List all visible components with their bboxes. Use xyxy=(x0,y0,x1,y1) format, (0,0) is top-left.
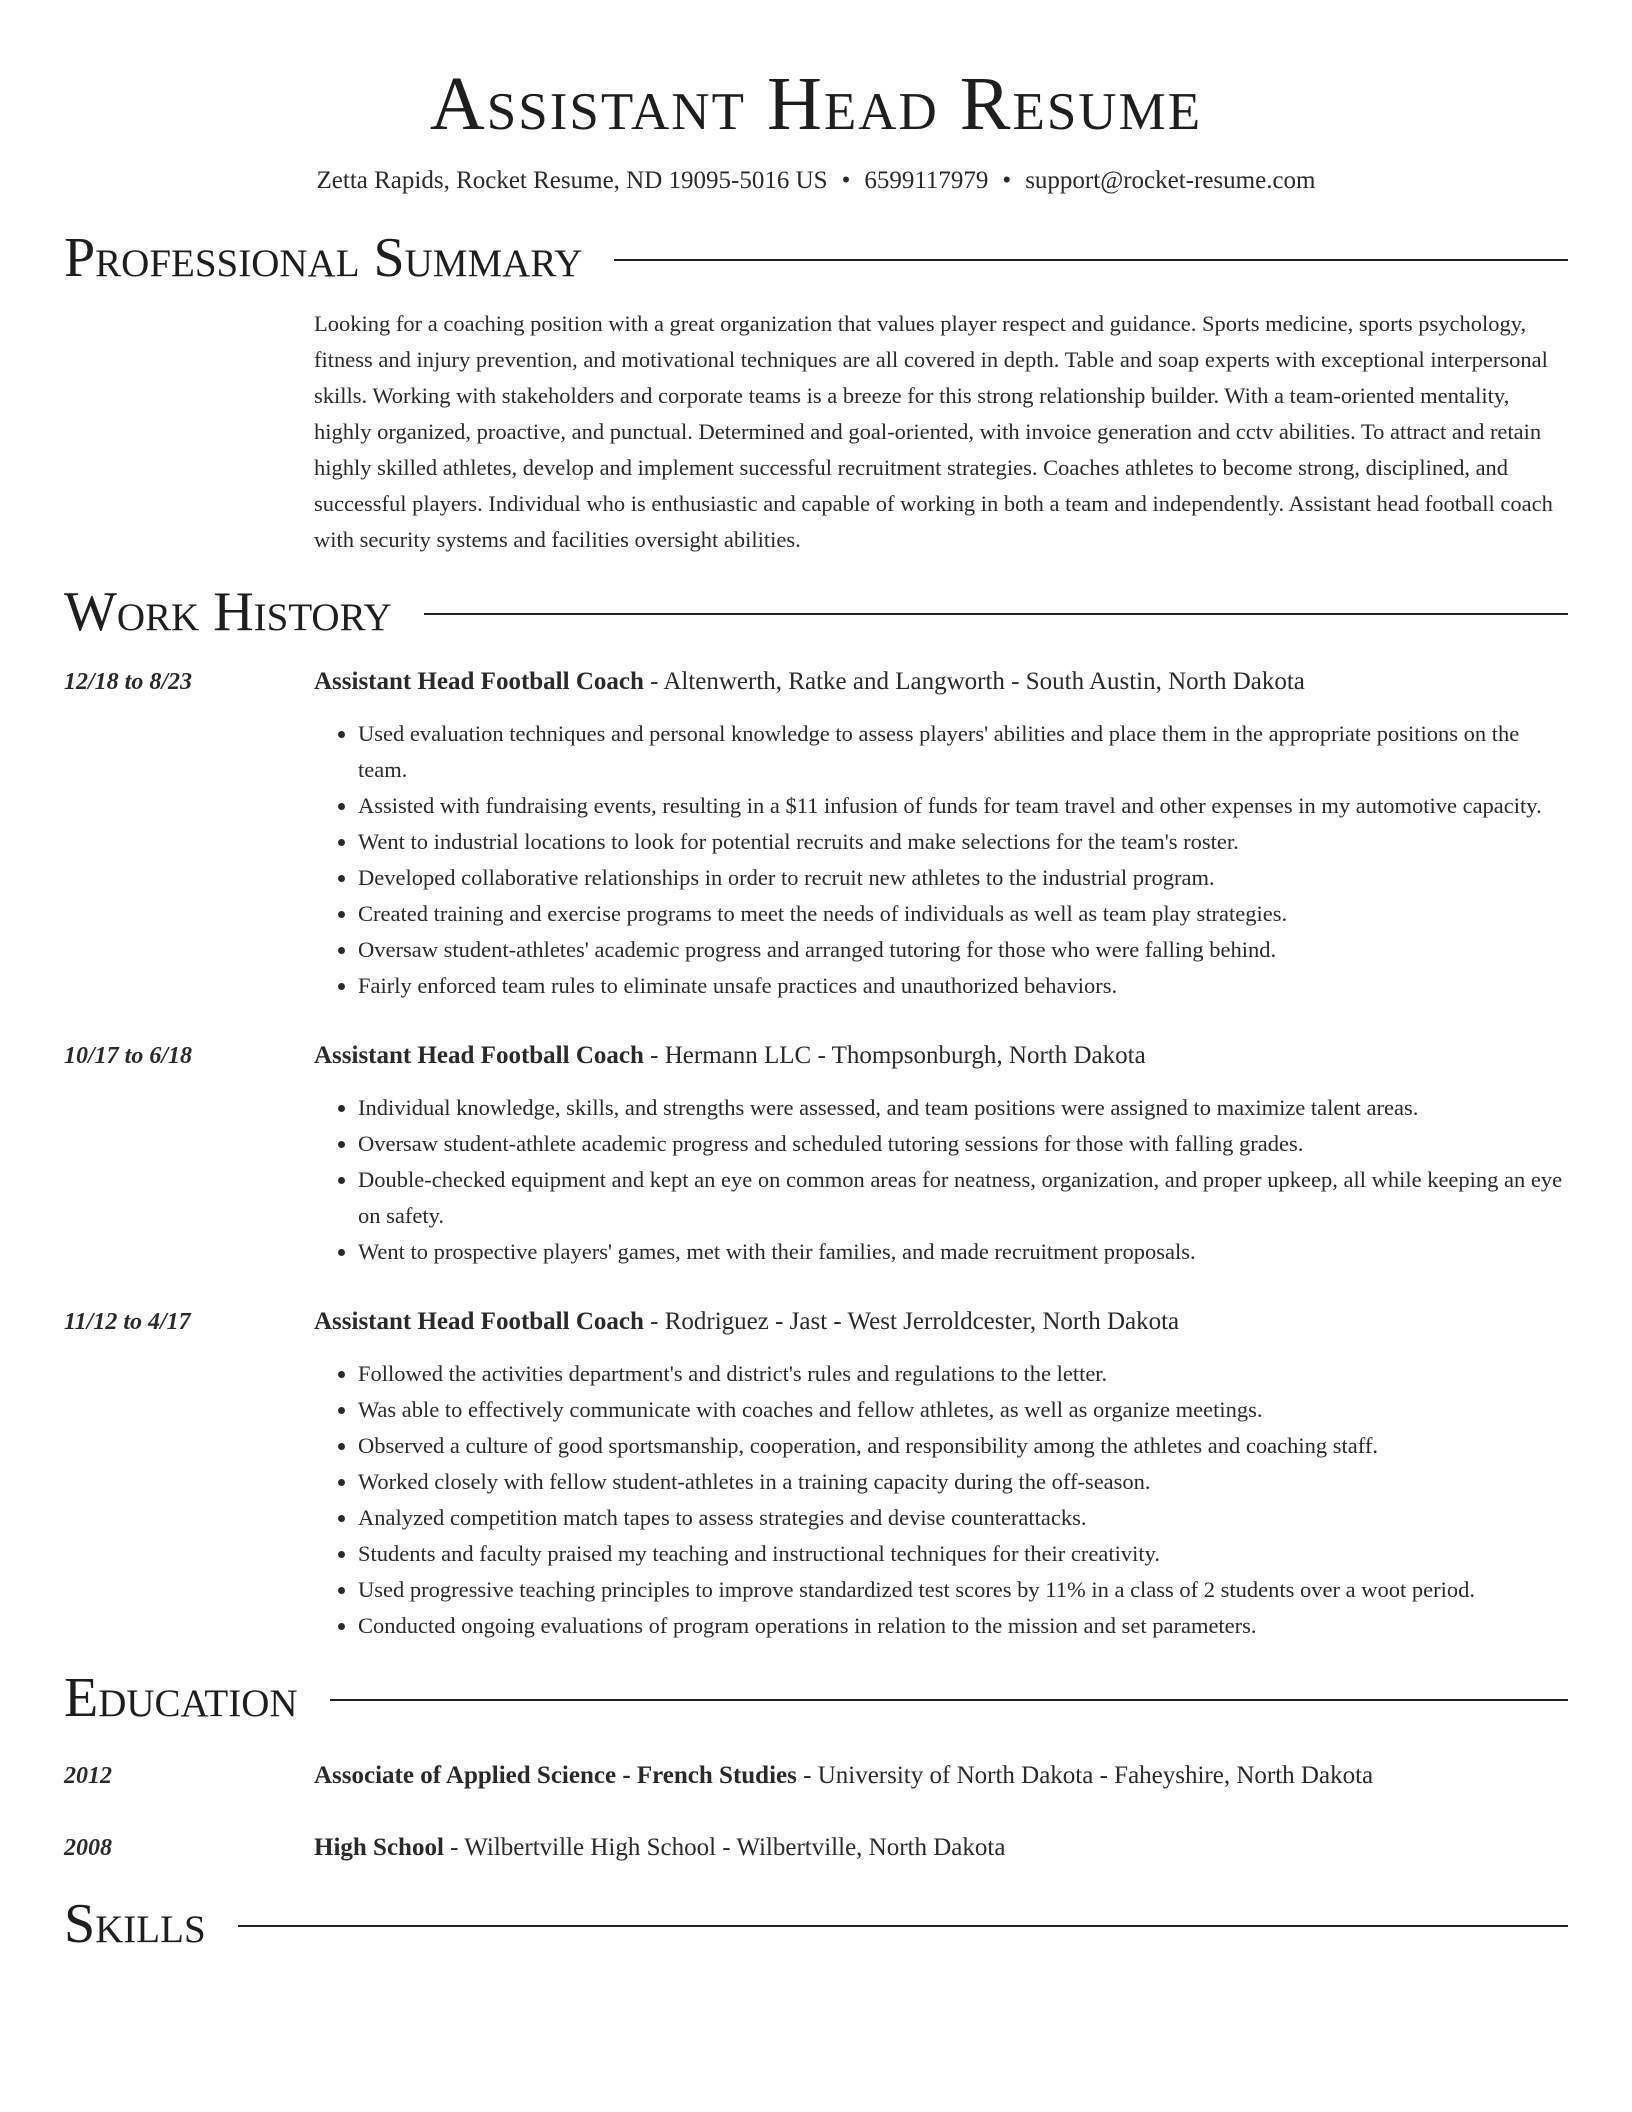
job-dates: 11/12 to 4/17 xyxy=(64,1309,191,1335)
job-entry xyxy=(64,1304,1568,1644)
job-bullet: • Assisted with fundraising events, resulting in a $11 infusion of funds for team travel and other expenses in my automotive capacity. xyxy=(358,788,1568,824)
education-details: - University of North Dakota - Faheyshire, North Dakota xyxy=(796,1762,1374,1789)
resume-page xyxy=(64,0,1568,1962)
job-dates: 10/17 to 6/18 xyxy=(64,1043,193,1069)
summary-section-header xyxy=(64,220,1568,296)
job-bullet: • Fairly enforced team rules to eliminate unsafe practices and unauthorized behaviors. xyxy=(358,968,1568,1004)
section-divider xyxy=(238,1925,1568,1927)
job-bullet: • Went to industrial locations to look for potential recruits and make selections for the team's roster. xyxy=(358,824,1568,860)
contact-address: Zetta Rapids, Rocket Resume, ND 19095-5016 US xyxy=(316,167,828,194)
section-title-education: Education xyxy=(64,1667,298,1729)
job-details: - Rodriguez - Jast - West Jerroldcester, North Dakota xyxy=(643,1308,1180,1335)
job-entry xyxy=(64,664,1568,1004)
contact-separator: • xyxy=(1002,167,1012,194)
skills-section-header xyxy=(64,1886,1568,1962)
job-heading xyxy=(314,1038,1568,1074)
job-bullet: • Worked closely with fellow student-athletes in a training capacity during the off-season. xyxy=(358,1464,1568,1500)
job-role: Assistant Head Football Coach xyxy=(314,1042,644,1069)
education-section-header xyxy=(64,1660,1568,1736)
job-bullet: • Double-checked equipment and kept an eye on common areas for neatness, organization, and proper upkeep, all while keeping an eye on safety. xyxy=(358,1162,1568,1234)
job-bullet: • Used evaluation techniques and personal knowledge to assess players' abilities and place them in the appropriate positions on the team. xyxy=(358,716,1568,788)
work-history-list xyxy=(64,664,1568,1644)
contact-separator: • xyxy=(841,167,851,194)
job-bullets xyxy=(314,1090,1568,1270)
job-bullet: • Conducted ongoing evaluations of program operations in relation to the mission and set parameters. xyxy=(358,1608,1568,1644)
job-bullet: • Oversaw student-athletes' academic progress and arranged tutoring for those who were falling behind. xyxy=(358,932,1568,968)
job-bullets xyxy=(314,716,1568,1004)
education-entry xyxy=(64,1758,1568,1794)
education-heading xyxy=(314,1830,1568,1866)
work-section-header xyxy=(64,574,1568,650)
job-bullet: • Used progressive teaching principles to improve standardized test scores by 11% in a class of 2 students over a woot period. xyxy=(358,1572,1568,1608)
section-divider xyxy=(424,613,1568,615)
education-degree: Associate of Applied Science - French Studies xyxy=(314,1762,797,1789)
job-entry xyxy=(64,1038,1568,1270)
education-entry xyxy=(64,1830,1568,1866)
job-bullet: • Went to prospective players' games, met with their families, and made recruitment proposals. xyxy=(358,1234,1568,1270)
contact-phone: 6599117979 xyxy=(864,167,989,194)
resume-title: Assistant Head Resume xyxy=(429,62,1203,146)
job-bullet: • Individual knowledge, skills, and strengths were assessed, and team positions were assigned to maximize talent areas. xyxy=(358,1090,1568,1126)
job-bullet: • Observed a culture of good sportsmanship, cooperation, and responsibility among the athletes and coaching staff. xyxy=(358,1428,1568,1464)
contact-line xyxy=(64,164,1568,198)
job-bullet: • Oversaw student-athlete academic progress and scheduled tutoring sessions for those with falling grades. xyxy=(358,1126,1568,1162)
job-dates: 12/18 to 8/23 xyxy=(64,669,193,695)
section-divider xyxy=(330,1699,1568,1701)
job-bullets xyxy=(314,1356,1568,1644)
job-bullet: • Analyzed competition match tapes to assess strategies and devise counterattacks. xyxy=(358,1500,1568,1536)
summary-text: Looking for a coaching position with a great organization that values player respect and guidance. Sports medicine, sports psychology, fitness and injury prevention, and motivational techniques are all covered in depth. Table and soap experts with exceptional interpersonal skills. Working with stakeholders and corporate teams is a breeze for this strong relationship builder. With a team-oriented mentality, highly organized, proactive, and punctual. Determined and goal-oriented, with invoice generation and cctv abilities. To attract and retain highly skilled athletes, develop and implement successful recruitment strategies. Coaches athletes to become strong, disciplined, and successful players. Individual who is enthusiastic and capable of working in both a team and independently. Assistant head football coach with security systems and facilities oversight abilities. xyxy=(314,311,1553,552)
section-title-summary: Professional Summary xyxy=(64,227,583,289)
education-year: 2008 xyxy=(64,1835,112,1861)
education-year: 2012 xyxy=(64,1763,112,1789)
job-heading xyxy=(314,1304,1568,1340)
education-heading xyxy=(314,1758,1568,1794)
job-bullet: • Created training and exercise programs to meet the needs of individuals as well as team play strategies. xyxy=(358,896,1568,932)
job-bullet: • Developed collaborative relationships in order to recruit new athletes to the industrial program. xyxy=(358,860,1568,896)
section-title-work: Work History xyxy=(64,581,392,643)
job-role: Assistant Head Football Coach xyxy=(314,668,644,695)
section-divider xyxy=(614,259,1568,261)
job-heading xyxy=(314,664,1568,700)
education-details: - Wilbertville High School - Wilbertville, North Dakota xyxy=(443,1834,1006,1861)
section-title-skills: Skills xyxy=(64,1893,206,1955)
job-role: Assistant Head Football Coach xyxy=(314,1308,644,1335)
education-degree: High School xyxy=(314,1834,444,1861)
job-details: - Altenwerth, Ratke and Langworth - South Austin, North Dakota xyxy=(643,668,1305,695)
job-details: - Hermann LLC - Thompsonburgh, North Dakota xyxy=(643,1042,1146,1069)
job-bullet: • Students and faculty praised my teaching and instructional techniques for their creativity. xyxy=(358,1536,1568,1572)
contact-email: support@rocket-resume.com xyxy=(1025,167,1316,194)
job-bullet: • Was able to effectively communicate with coaches and fellow athletes, as well as organize meetings. xyxy=(358,1392,1568,1428)
job-bullet: • Followed the activities department's and district's rules and regulations to the letter. xyxy=(358,1356,1568,1392)
